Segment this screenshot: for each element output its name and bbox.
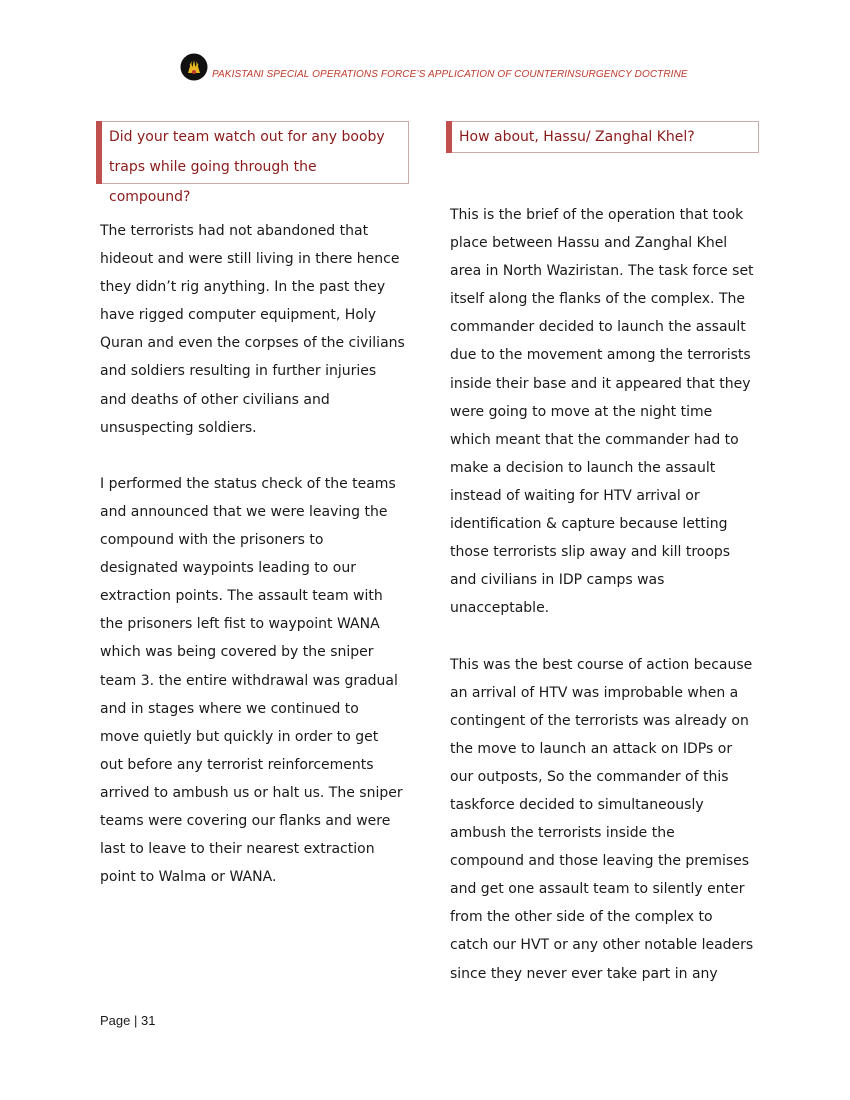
text-line: which was being covered by the sniper — [100, 644, 374, 661]
text-line: the move to launch an attack on IDPs or — [450, 740, 733, 757]
answer-paragraph — [100, 217, 410, 442]
question-line: Did your team watch out for any booby — [109, 129, 385, 145]
text-line: arrived to ambush us or halt us. The sniper — [100, 784, 403, 801]
text-line: identification & capture because letting — [450, 516, 728, 533]
text-line: extraction points. The assault team with — [100, 588, 383, 605]
text-line: and civilians in IDP camps was — [450, 572, 665, 589]
question-text — [109, 122, 400, 212]
text-line: contingent of the terrorists was already on — [450, 712, 749, 729]
answer-paragraph — [100, 470, 410, 891]
text-line: were going to move at the night time — [450, 403, 713, 420]
text-line: designated waypoints leading to our — [100, 560, 356, 577]
text-line: and get one assault team to silently enter — [450, 881, 745, 898]
text-line: and in stages where we continued to — [100, 700, 359, 717]
text-line: team 3. the entire withdrawal was gradual — [100, 672, 398, 689]
text-line: unsuspecting soldiers. — [100, 419, 257, 436]
text-line: compound with the prisoners to — [100, 532, 324, 549]
text-line: from the other side of the complex to — [450, 909, 713, 926]
text-line: Quran and even the corpses of the civilians — [100, 335, 405, 352]
page-number: Page | 31 — [100, 1013, 156, 1028]
text-line: This was the best course of action because — [450, 656, 753, 673]
text-line: which meant that the commander had to — [450, 431, 739, 448]
text-line: last to leave to their nearest extraction — [100, 841, 375, 858]
running-header-title: PAKISTANI SPECIAL OPERATIONS FORCE’S APPLICATION OF COUNTERINSURGENCY DOCTRINE — [212, 68, 688, 80]
text-line: I performed the status check of the teams — [100, 475, 396, 492]
text-line: This is the brief of the operation that took — [450, 207, 744, 223]
question-line: traps while going through the compound? — [109, 159, 317, 205]
left-column-body — [100, 217, 410, 919]
text-line: move quietly but quickly in order to get — [100, 728, 379, 745]
text-line: point to Walma or WANA. — [100, 869, 277, 886]
question-accent-bar — [96, 121, 102, 184]
text-line: make a decision to launch the assault — [450, 459, 716, 476]
text-line: those terrorists slip away and kill troops — [450, 544, 731, 561]
text-line: have rigged computer equipment, Holy — [100, 307, 377, 324]
text-line: an arrival of HTV was improbable when a — [450, 684, 739, 701]
right-column-body — [450, 201, 760, 1016]
text-line: compound and those leaving the premises — [450, 853, 750, 870]
question-box-booby-traps — [96, 121, 409, 205]
text-line: instead of waiting for HTV arrival or — [450, 487, 700, 504]
answer-paragraph — [450, 201, 760, 622]
text-line: hideout and were still living in there hence — [100, 251, 400, 268]
text-line: commander decided to launch the assault — [450, 319, 746, 336]
text-line: and announced that we were leaving the — [100, 503, 388, 520]
text-line: due to the movement among the terrorists — [450, 347, 751, 364]
text-line: teams were covering our flanks and were — [100, 812, 391, 829]
text-line: and deaths of other civilians and — [100, 391, 330, 408]
text-line: out before any terrorist reinforcements — [100, 756, 374, 773]
page-header — [180, 52, 688, 82]
text-line: and soldiers resulting in further injuries — [100, 363, 377, 380]
text-line: area in North Waziristan. The task force set — [450, 263, 754, 280]
text-line: The terrorists had not abandoned that — [100, 223, 369, 239]
text-line: the prisoners left fist to waypoint WANA — [100, 616, 380, 633]
text-line: itself along the flanks of the complex. The — [450, 291, 745, 308]
question-box-hassu-zanghal-khel — [446, 121, 759, 153]
special-forces-emblem-icon — [180, 53, 208, 81]
question-line: How about, Hassu/ Zanghal Khel? — [459, 129, 695, 145]
text-line: taskforce decided to simultaneously — [450, 796, 704, 813]
text-line: unacceptable. — [450, 600, 550, 617]
text-line: place between Hassu and Zanghal Khel — [450, 235, 728, 252]
text-line: they didn’t rig anything. In the past they — [100, 279, 386, 296]
text-line: ambush the terrorists inside the — [450, 825, 675, 842]
text-line: inside their base and it appeared that they — [450, 375, 751, 392]
question-accent-bar — [446, 121, 452, 153]
text-line: since they never ever take part in any — [450, 965, 718, 982]
answer-paragraph — [450, 651, 760, 988]
question-text — [459, 122, 750, 152]
text-line: our outposts, So the commander of this — [450, 768, 729, 785]
text-line: catch our HVT or any other notable leaders — [450, 937, 754, 954]
